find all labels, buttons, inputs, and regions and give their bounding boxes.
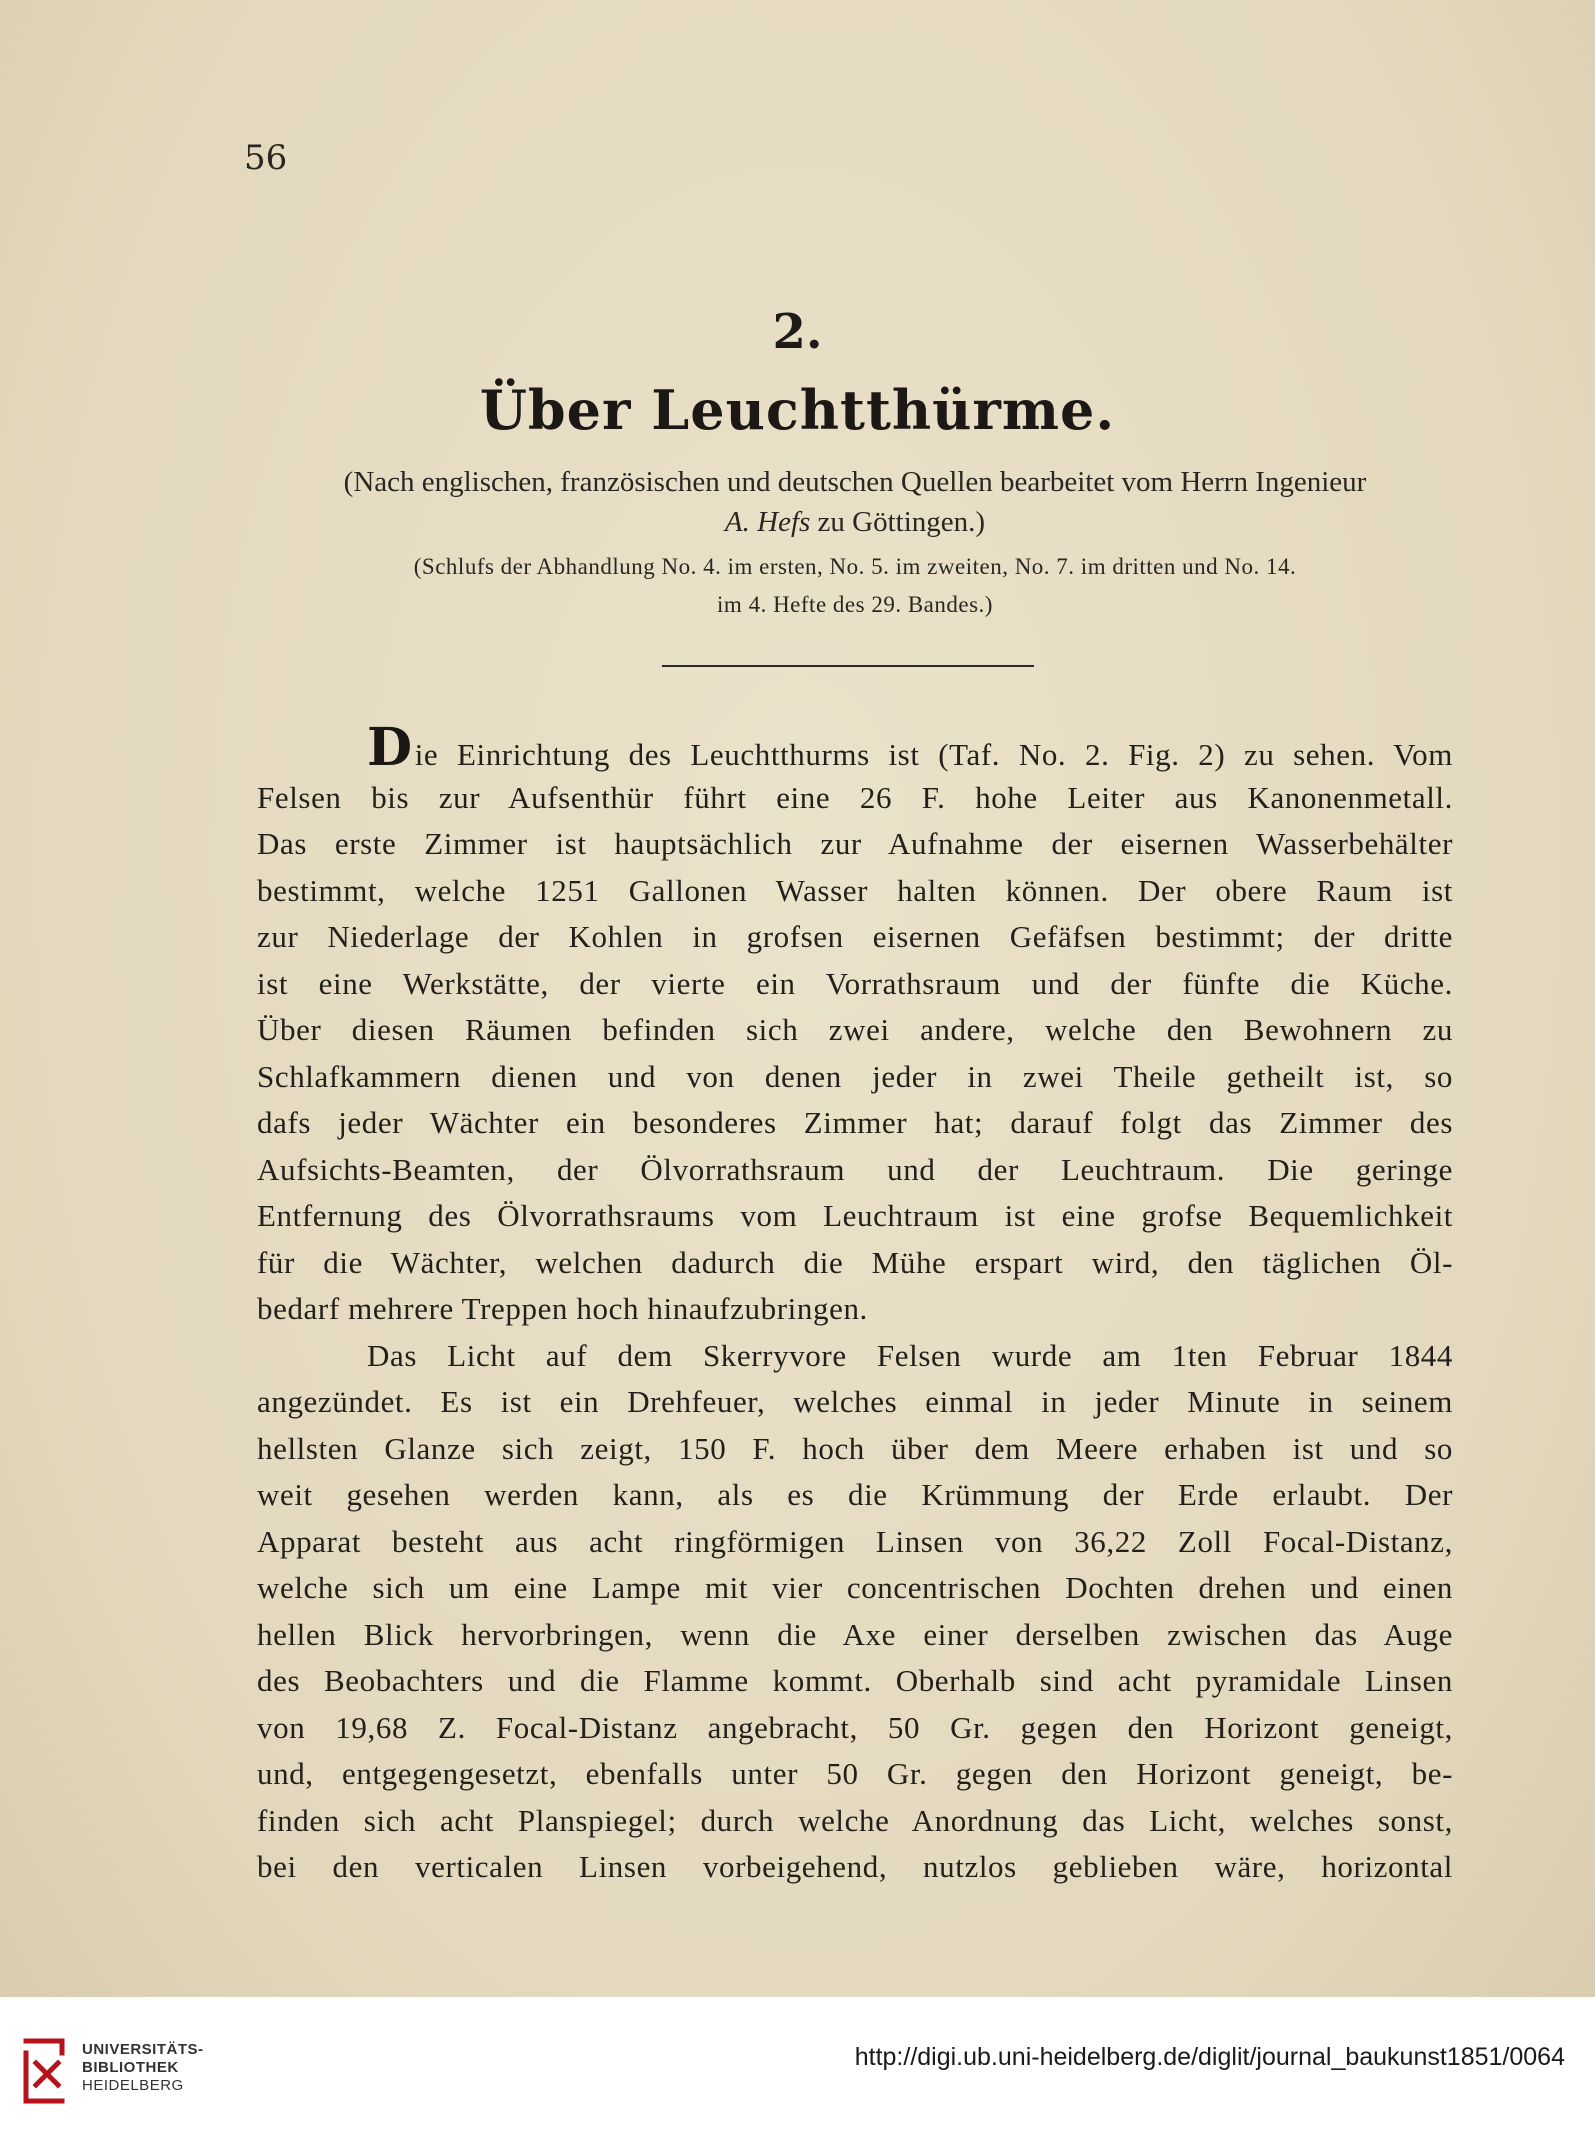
text-line-content: hellen Blick hervorbringen, wenn die Axe einer derselben zwischen das Auge — [257, 1616, 1453, 1652]
text-line — [257, 821, 1453, 868]
text-line — [257, 961, 1453, 1008]
paragraph-2 — [257, 1333, 1453, 1891]
text-line — [257, 1147, 1453, 1194]
text-line — [257, 1240, 1453, 1287]
source-note — [250, 462, 1460, 542]
text-line-content: des Beobachters und die Flamme kommt. Oberhalb sind acht pyramidale Linsen — [257, 1663, 1453, 1698]
text-line — [257, 1798, 1453, 1845]
text-line — [257, 717, 1453, 778]
library-name-line-3: HEIDELBERG — [82, 2077, 184, 2094]
text-line-content: ie Einrichtung des Leuchtthurms ist (Taf. No. 2. Fig. 2) zu sehen. Vom — [414, 737, 1453, 772]
text-line-content: bedarf mehrere Treppen hoch hinaufzubringen. — [257, 1291, 868, 1326]
text-line — [257, 914, 1453, 961]
library-footer — [0, 1997, 1595, 2139]
text-line — [257, 1193, 1453, 1240]
text-line-content: Felsen bis zur Aufsenthür führt eine 26 F. hohe Leiter aus Kanonenmetall. — [257, 779, 1453, 815]
text-line — [257, 1519, 1453, 1566]
text-line — [257, 1751, 1453, 1798]
text-line-content: für die Wächter, welchen dadurch die Mühe erspart wird, den täglichen Öl- — [257, 1244, 1453, 1280]
text-line-content: Entfernung des Ölvorrathsraums vom Leuchtraum ist eine grofse Bequemlichkeit — [257, 1198, 1453, 1233]
drop-capital: D — [367, 717, 413, 778]
text-line-content: bei den verticalen Linsen vorbeigehend, nutzlos geblieben wäre, horizontal — [257, 1849, 1453, 1884]
text-line — [257, 1472, 1453, 1519]
source-url-link[interactable]: http://digi.ub.uni-heidelberg.de/diglit/journal_baukunst1851/0064 — [854, 2043, 1565, 2071]
text-line — [257, 775, 1453, 822]
text-line-content: weit gesehen werden kann, als es die Krümmung der Erde erlaubt. Der — [257, 1477, 1453, 1512]
text-line-content: Das erste Zimmer ist hauptsächlich zur Aufnahme der eisernen Wasserbehälter — [257, 826, 1453, 861]
text-line — [257, 1658, 1453, 1705]
text-line-content: zur Niederlage der Kohlen in grofsen eisernen Gefäfsen bestimmt; der dritte — [257, 919, 1453, 954]
text-line-content: Schlafkammern dienen und von denen jeder in zwei Theile getheilt ist, so — [257, 1058, 1453, 1094]
text-line — [257, 1286, 1453, 1333]
text-line — [257, 1705, 1453, 1752]
paragraph-1 — [257, 717, 1453, 1333]
text-line — [257, 1054, 1453, 1101]
text-line-content: welche sich um eine Lampe mit vier concentrischen Dochten drehen und einen — [257, 1570, 1453, 1605]
text-line-content: dafs jeder Wächter ein besonderes Zimmer hat; darauf folgt das Zimmer des — [257, 1105, 1453, 1140]
library-name — [82, 2041, 204, 2095]
text-line — [257, 1100, 1453, 1147]
continuation-note-line-2: im 4. Hefte des 29. Bandes.) — [717, 592, 993, 617]
continuation-note-line-1: (Schlufs der Abhandlung No. 4. im ersten, No. 5. im zweiten, No. 7. im dritten und No. 14. — [413, 554, 1297, 579]
article-number: 2. — [772, 304, 823, 360]
library-name-line-1: UNIVERSITÄTS- — [82, 2041, 204, 2058]
continuation-note — [290, 548, 1420, 624]
text-line-content: bestimmt, welche 1251 Gallonen Wasser halten können. Der obere Raum ist — [257, 872, 1453, 908]
text-line-content: finden sich acht Planspiegel; durch welche Anordnung das Licht, welches sonst, — [257, 1802, 1453, 1838]
library-name-line-2: BIBLIOTHEK — [82, 2059, 179, 2076]
text-line-content: Apparat besteht aus acht ringförmigen Linsen von 36,22 Zoll Focal-Distanz, — [257, 1523, 1453, 1559]
author-name: A. Hefs — [724, 506, 811, 538]
text-line-content: ist eine Werkstätte, der vierte ein Vorrathsraum und der fünfte die Küche. — [257, 965, 1453, 1001]
source-note-line-2-rest: zu Göttingen.) — [817, 506, 986, 538]
article-title: Über Leuchtthürme. — [479, 378, 1116, 442]
text-line — [257, 1844, 1453, 1891]
text-line — [257, 868, 1453, 915]
title-divider — [662, 665, 1034, 667]
text-line-content: hellsten Glanze sich zeigt, 150 F. hoch über dem Meere erhaben ist und so — [257, 1430, 1453, 1466]
text-line — [257, 1612, 1453, 1659]
library-logo-icon — [18, 2035, 70, 2111]
body-text — [257, 717, 1453, 1891]
text-line — [257, 1426, 1453, 1473]
text-line-content: und, entgegengesetzt, ebenfalls unter 50 Gr. gegen den Horizont geneigt, be- — [257, 1756, 1453, 1791]
source-note-line-1: (Nach englischen, französischen und deutschen Quellen bearbeitet vom Herrn Ingenieur — [343, 466, 1367, 498]
text-line-content: Über diesen Räumen befinden sich zwei andere, welche den Bewohnern zu — [257, 1012, 1453, 1047]
text-line — [257, 1379, 1453, 1426]
text-line-content: von 19,68 Z. Focal-Distanz angebracht, 50 Gr. gegen den Horizont geneigt, — [257, 1709, 1453, 1745]
text-line-content: Das Licht auf dem Skerryvore Felsen wurde am 1ten Februar 1844 — [367, 1337, 1453, 1373]
page-number: 56 — [244, 138, 288, 178]
text-line — [257, 1565, 1453, 1612]
source-note-line-2 — [250, 502, 1460, 542]
text-line-content: angezündet. Es ist ein Drehfeuer, welches einmal in jeder Minute in seinem — [257, 1384, 1453, 1419]
text-line — [257, 1007, 1453, 1054]
text-line-content: Aufsichts-Beamten, der Ölvorrathsraum und der Leuchtraum. Die geringe — [257, 1151, 1453, 1187]
text-line — [257, 1333, 1453, 1380]
